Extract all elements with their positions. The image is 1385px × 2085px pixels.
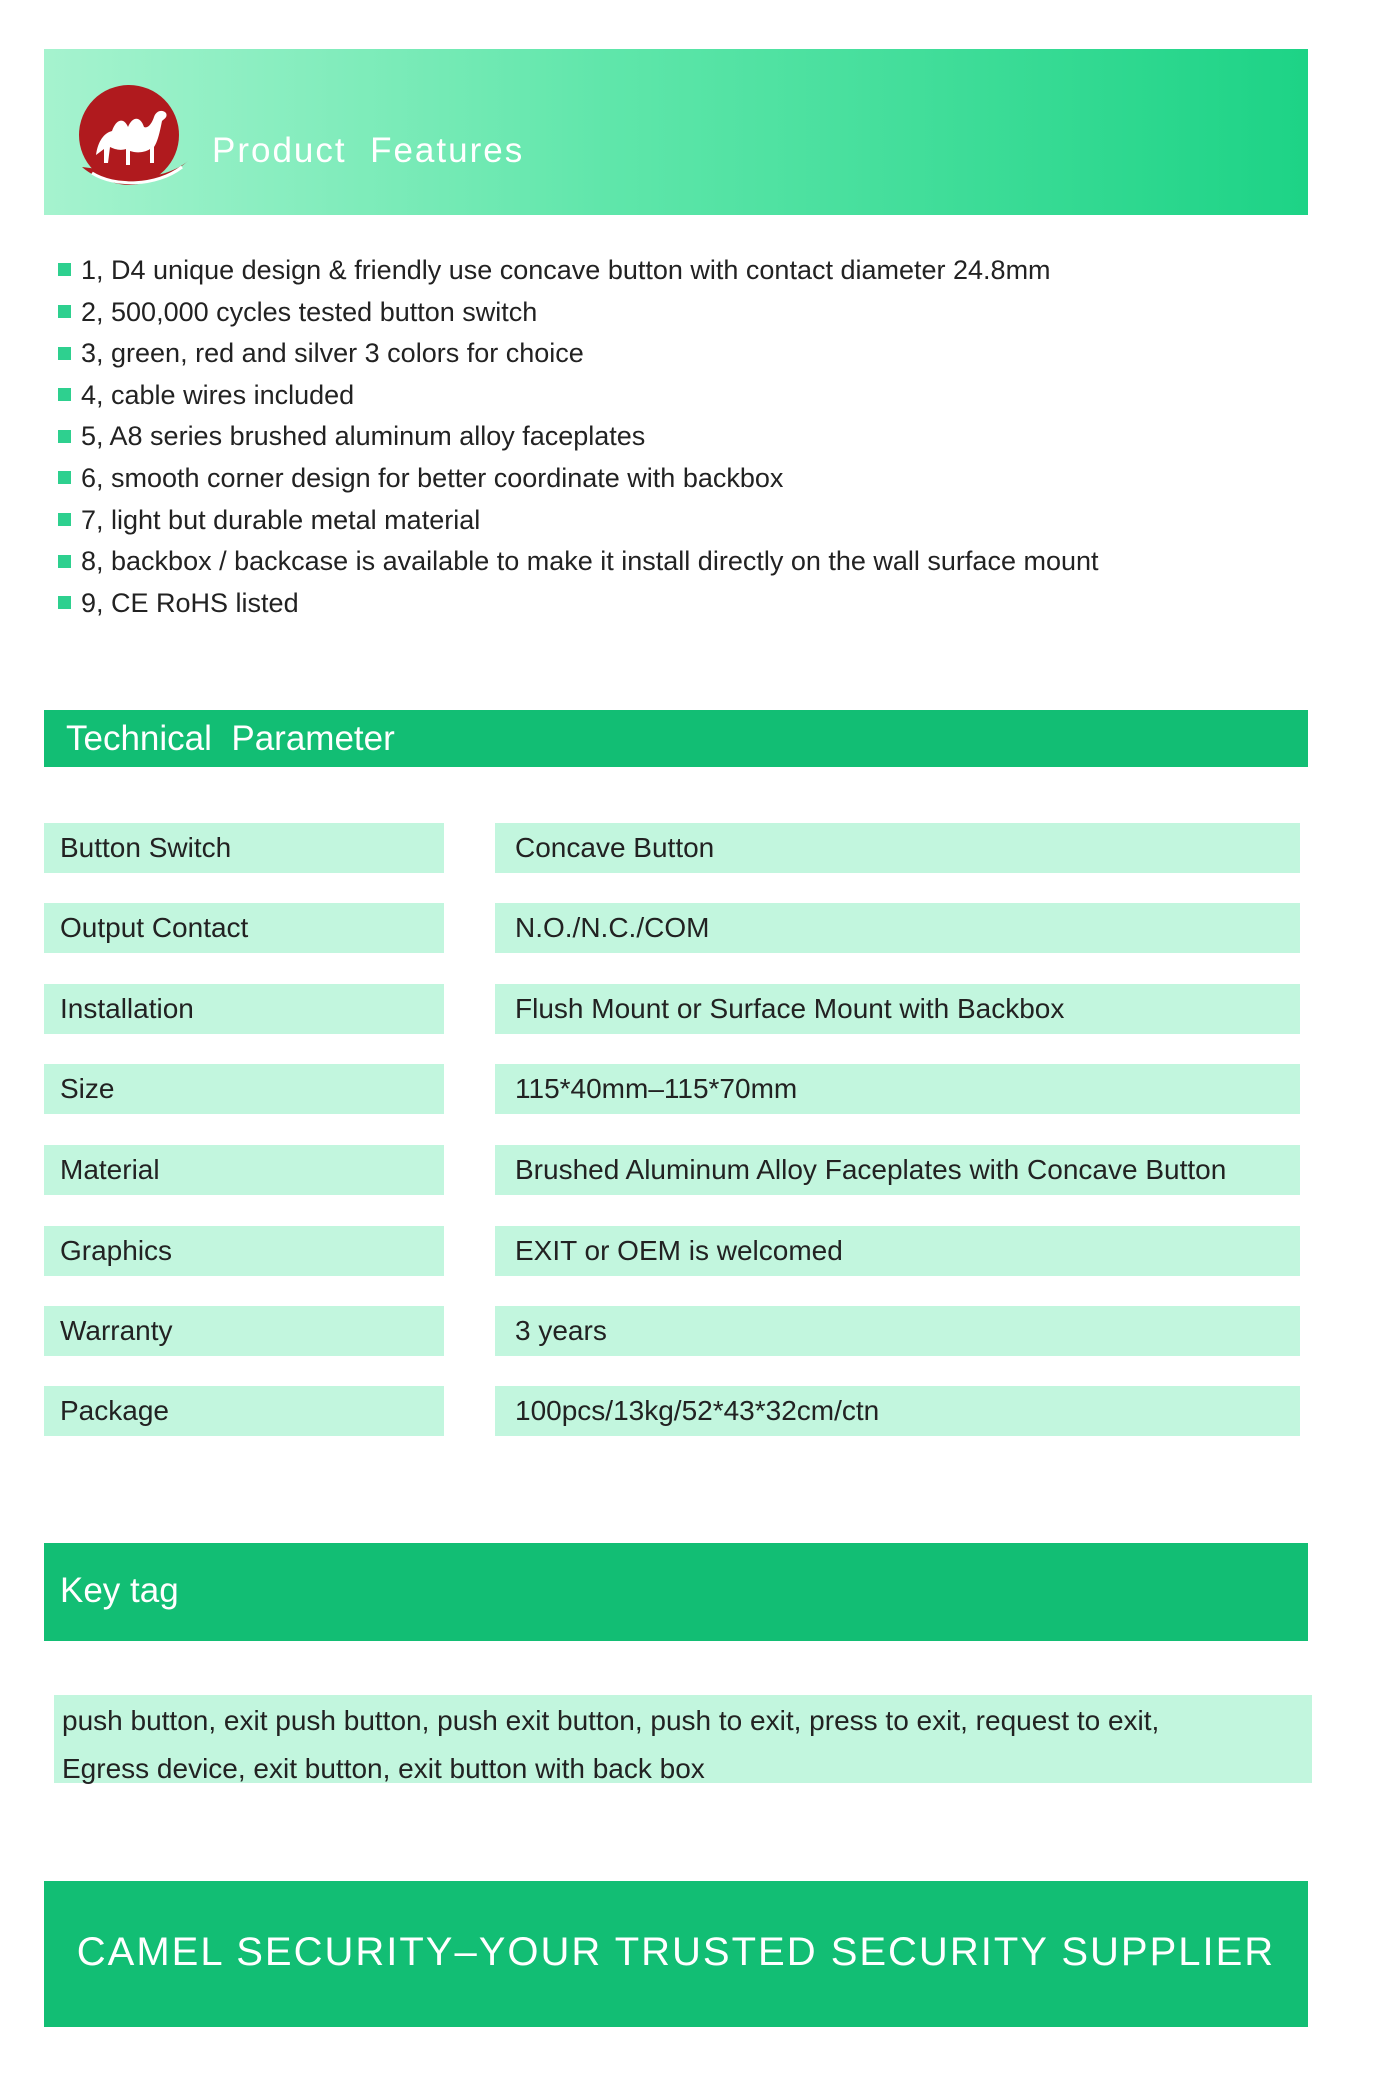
param-row — [44, 1226, 1300, 1276]
param-label: Output Contact — [44, 903, 444, 953]
product-features-title: Product Features — [212, 131, 525, 170]
feature-item — [58, 250, 1298, 292]
key-tag-title: Key tag — [60, 1571, 179, 1610]
param-label: Package — [44, 1386, 444, 1436]
feature-text: 6, smooth corner design for better coordinate with backbox — [81, 462, 784, 493]
key-tag-header — [44, 1543, 1308, 1641]
param-value: 115*40mm–115*70mm — [495, 1064, 1300, 1114]
param-row — [44, 903, 1300, 953]
feature-item — [58, 500, 1298, 542]
param-row — [44, 984, 1300, 1034]
camel-logo-icon — [74, 83, 192, 193]
key-tag-line: push button, exit push button, push exit button, push to exit, press to exit, request to exit, — [62, 1705, 1160, 1736]
param-label: Material — [44, 1145, 444, 1195]
square-bullet-icon — [58, 596, 71, 609]
param-value: Brushed Aluminum Alloy Faceplates with Concave Button — [495, 1145, 1300, 1195]
param-label: Button Switch — [44, 823, 444, 873]
square-bullet-icon — [58, 305, 71, 318]
param-row — [44, 1306, 1300, 1356]
param-row — [44, 1064, 1300, 1114]
feature-text: 3, green, red and silver 3 colors for choice — [81, 338, 584, 369]
feature-item — [58, 458, 1298, 500]
param-value: Flush Mount or Surface Mount with Backbox — [495, 984, 1300, 1034]
square-bullet-icon — [58, 347, 71, 360]
footer-banner — [44, 1881, 1308, 2027]
feature-text: 4, cable wires included — [81, 379, 355, 410]
feature-list — [58, 250, 1298, 624]
feature-text: 9, CE RoHS listed — [81, 587, 299, 618]
feature-item — [58, 541, 1298, 583]
feature-item — [58, 292, 1298, 334]
param-value: Concave Button — [495, 823, 1300, 873]
square-bullet-icon — [58, 555, 71, 568]
technical-parameter-header — [44, 710, 1308, 767]
feature-text: 2, 500,000 cycles tested button switch — [81, 296, 538, 327]
key-tag-line: Egress device, exit button, exit button with back box — [62, 1753, 705, 1784]
param-row — [44, 1386, 1300, 1436]
feature-text: 8, backbox / backcase is available to make it install directly on the wall surface mount — [81, 546, 1099, 577]
param-label: Size — [44, 1064, 444, 1114]
param-value: 100pcs/13kg/52*43*32cm/ctn — [495, 1386, 1300, 1436]
feature-item — [58, 375, 1298, 417]
param-label: Installation — [44, 984, 444, 1034]
param-row — [44, 1145, 1300, 1195]
param-value: 3 years — [495, 1306, 1300, 1356]
square-bullet-icon — [58, 388, 71, 401]
square-bullet-icon — [58, 513, 71, 526]
square-bullet-icon — [58, 430, 71, 443]
param-label: Warranty — [44, 1306, 444, 1356]
feature-item — [58, 583, 1298, 625]
param-value: EXIT or OEM is welcomed — [495, 1226, 1300, 1276]
technical-parameter-title: Technical Parameter — [66, 719, 395, 758]
product-features-header — [44, 49, 1308, 215]
feature-text: 5, A8 series brushed aluminum alloy faceplates — [81, 421, 646, 452]
param-row — [44, 823, 1300, 873]
feature-text: 7, light but durable metal material — [81, 504, 481, 535]
key-tag-box — [54, 1695, 1312, 1783]
feature-item — [58, 416, 1298, 458]
feature-item — [58, 333, 1298, 375]
square-bullet-icon — [58, 471, 71, 484]
param-value: N.O./N.C./COM — [495, 903, 1300, 953]
param-label: Graphics — [44, 1226, 444, 1276]
footer-slogan: CAMEL SECURITY–YOUR TRUSTED SECURITY SUPPLIER — [76, 1930, 1276, 1974]
square-bullet-icon — [58, 263, 71, 276]
feature-text: 1, D4 unique design & friendly use concave button with contact diameter 24.8mm — [81, 255, 1051, 285]
